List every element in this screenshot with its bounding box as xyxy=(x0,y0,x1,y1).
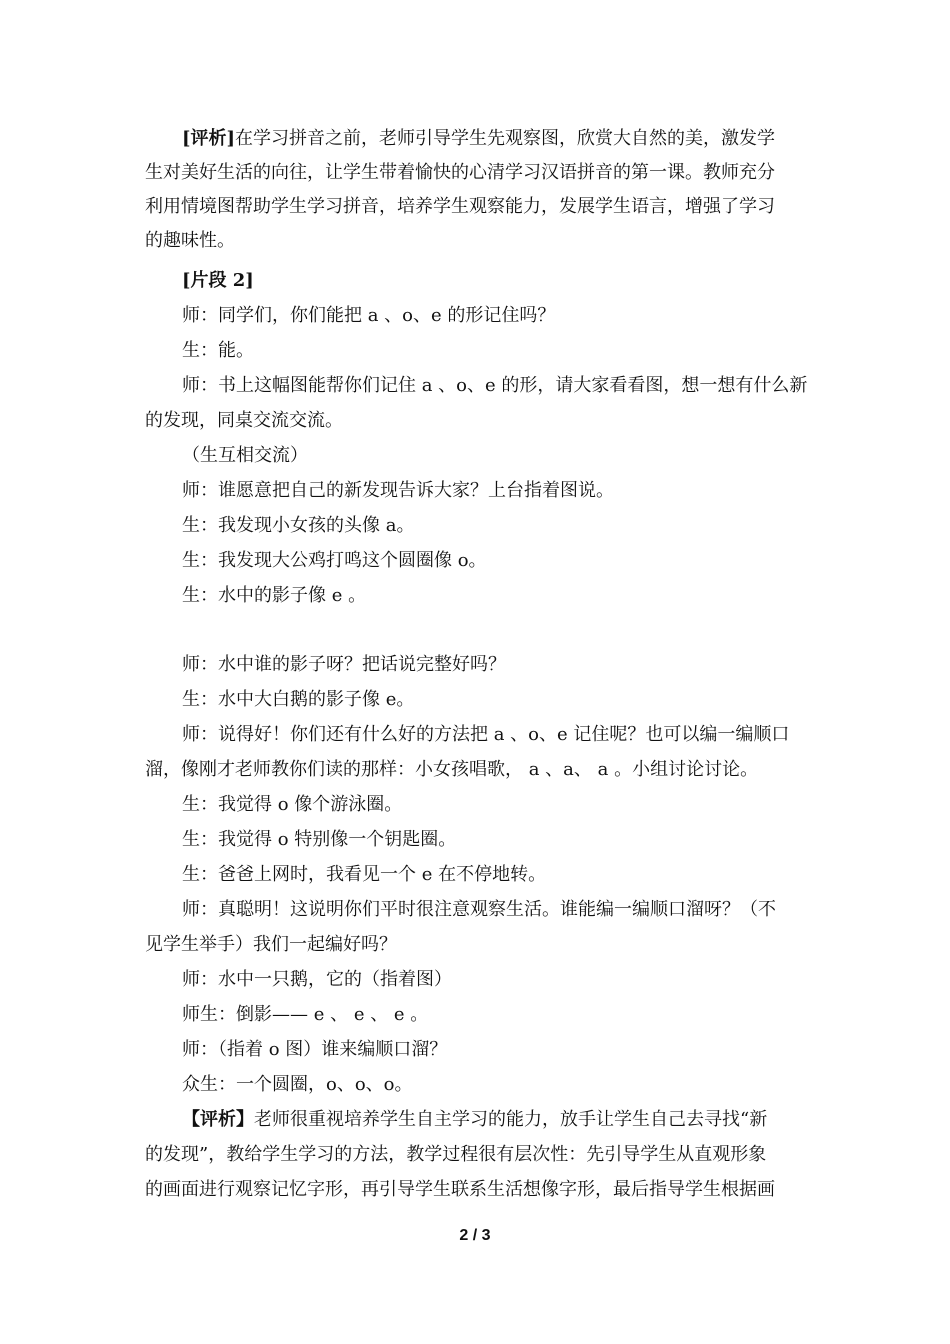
dialogue-line: （生互相交流） xyxy=(182,445,308,466)
dialogue-line: 见学生举手）我们一起编好吗？ xyxy=(145,934,397,955)
dialogue-line: 生：我觉得 o 特别像一个钥匙圈。 xyxy=(182,829,457,850)
dialogue-line: 师生：倒影—— e 、 e 、 e 。 xyxy=(182,1004,429,1025)
dialogue-line: 师：水中谁的影子呀？把话说完整好吗？ xyxy=(182,654,506,675)
analysis-label: 【评析】 xyxy=(182,1109,254,1130)
analysis-label: [评析] xyxy=(182,128,236,149)
dialogue-line: 生：能。 xyxy=(182,340,254,361)
dialogue-line: 师：真聪明！这说明你们平时很注意观察生活。谁能编一编顺口溜呀？（不 xyxy=(182,899,776,920)
dialogue-line: 师：说得好！你们还有什么好的方法把 a 、o、e 记住呢？也可以编一编顺口 xyxy=(182,724,790,745)
page-indicator: 2 / 3 xyxy=(459,1227,491,1244)
dialogue-line: 生：我发现小女孩的头像 a。 xyxy=(182,515,415,536)
analysis-1-line-1: [评析]在学习拼音之前，老师引导学生先观察图，欣赏大自然的美，激发学 xyxy=(182,128,776,149)
dialogue-line: 溜，像刚才老师教你们读的那样：小女孩唱歌， a 、a、 a 。小组讨论讨论。 xyxy=(145,759,759,780)
dialogue-line: 师：（指着 o 图）谁来编顺口溜？ xyxy=(182,1039,448,1060)
analysis-1-line-3: 利用情境图帮助学生学习拼音，培养学生观察能力，发展学生语言，增强了学习 xyxy=(145,196,775,217)
analysis-1-line-4: 的趣味性。 xyxy=(145,230,235,251)
analysis-2-line-1: 【评析】老师很重视培养学生自主学习的能力，放手让学生自己去寻找“新 xyxy=(182,1109,768,1130)
dialogue-line: 师：书上这幅图能帮你们记住 a 、o、e 的形，请大家看看图，想一想有什么新 xyxy=(182,375,808,396)
analysis-2-line-3: 的画面进行观察记忆字形，再引导学生联系生活想像字形，最后指导学生根据画 xyxy=(145,1179,775,1200)
dialogue-line: 生：爸爸上网时，我看见一个 e 在不停地转。 xyxy=(182,864,547,885)
analysis-2-line-2: 的发现”，教给学生学习的方法，教学过程很有层次性：先引导学生从直观形象 xyxy=(145,1144,767,1165)
dialogue-line: 生：我发现大公鸡打鸣这个圆圈像 o。 xyxy=(182,550,487,571)
dialogue-line: 众生：一个圆圈，o、o、o。 xyxy=(182,1074,413,1095)
dialogue-line: 生：水中大白鹅的影子像 e。 xyxy=(182,689,415,710)
segment-heading: [片段 2] xyxy=(182,270,254,291)
dialogue-line: 师：水中一只鹅，它的（指着图） xyxy=(182,969,452,990)
dialogue-line: 生：水中的影子像 e 。 xyxy=(182,585,367,606)
dialogue-line: 师：同学们，你们能把 a 、o、e 的形记住吗？ xyxy=(182,305,556,326)
dialogue-line: 师：谁愿意把自己的新发现告诉大家？上台指着图说。 xyxy=(182,480,614,501)
dialogue-line: 的发现，同桌交流交流。 xyxy=(145,410,343,431)
analysis-1-line-2: 生对美好生活的向往，让学生带着愉快的心清学习汉语拼音的第一课。教师充分 xyxy=(145,162,775,183)
dialogue-line: 生：我觉得 o 像个游泳圈。 xyxy=(182,794,403,815)
